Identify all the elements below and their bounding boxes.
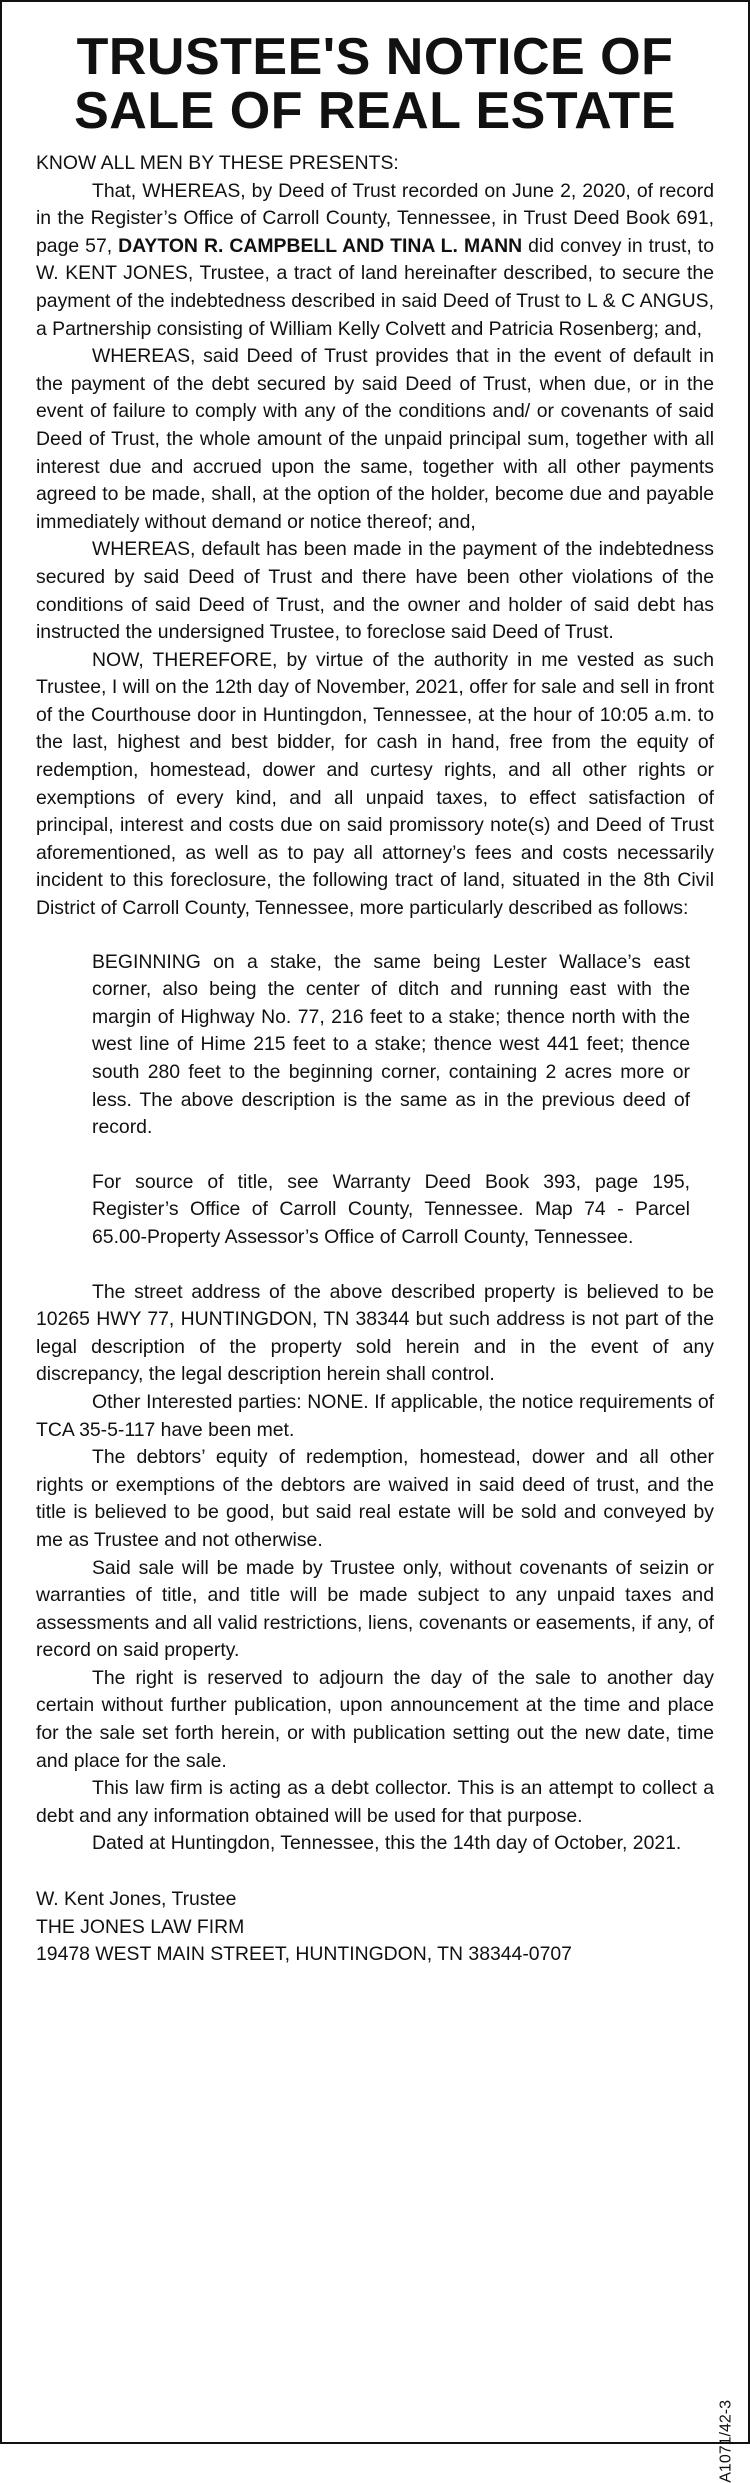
firm-address: 19478 WEST MAIN STREET, HUNTINGDON, TN 38344-0707 — [36, 1943, 572, 1966]
grantor-names: DAYTON R. CAMPBELL AND TINA L. MANN — [118, 234, 523, 257]
paragraph-equity-waived: The debtors’ equity of redemption, homestead, dower and all other rights or exemptions of the debtors are waived in said deed of trust, and the title is believed to be good, but said real estate will be sold and conveyed by me as Trustee and not otherwise. — [36, 1446, 714, 1551]
signature-block — [36, 1886, 714, 1969]
title-line-1: TRUSTEE'S NOTICE OF — [76, 28, 674, 86]
paragraph-interested-parties: Other Interested parties: NONE. If applicable, the notice requirements of TCA 35-5-117 have been met. — [36, 1390, 714, 1441]
firm-name: THE JONES LAW FIRM — [36, 1915, 245, 1938]
p1-text-b: did convey in trust, to W. KENT JONES, Trustee, a tract of land hereinafter described, to secure the payment of the indebtedness described in said Deed of Trust to L & C ANGUS, a Partnership consisting of William Kelly Colvett and Patricia Rosenberg; and, — [36, 234, 714, 340]
legal-description-metes: BEGINNING on a stake, the same being Lester Wallace’s east corner, also being the center of ditch and running east with the margin of Highway No. 77, 216 feet to a stake; thence north with the west line of Hime 215 feet to a stake; thence west 441 feet; thence south 280 feet to the beginning corner, containing 2 acres more or less. The above description is the same as in the previous deed of record. — [92, 950, 690, 1139]
notice-title — [36, 30, 714, 138]
paragraph-street-address: The street address of the above described property is believed to be 10265 HWY 77, HUNTINGDON, TN 38344 but such address is not part of the legal description of the property sold herein and in the event of any discrepancy, the legal description herein shall control. — [36, 1280, 714, 1386]
paragraph-sale-by-trustee: Said sale will be made by Trustee only, without covenants of seizin or warranties of title, and title will be made subject to any unpaid taxes and assessments and all valid restrictions, liens, covenants or easements, if any, of record on said property. — [36, 1556, 714, 1662]
trustee-name: W. Kent Jones, Trustee — [36, 1888, 237, 1911]
paragraph-deed-of-trust — [36, 178, 714, 344]
paragraph-default-provision: WHEREAS, said Deed of Trust provides that in the event of default in the payment of the debt secured by said Deed of Trust, when due, or in the event of failure to comply with any of the conditions and/ or covenants of said Deed of Trust, the whole amount of the unpaid principal sum, together with all interest due and accrued upon the same, together with all other payments agreed to be made, shall, at the option of the holder, become due and payable immediately without demand or notice thereof; and, — [36, 345, 714, 533]
ad-code: A1071/42-3 — [718, 2400, 735, 2483]
paragraph-default-made: WHEREAS, default has been made in the payment of the indebtedness secured by said Deed of Trust and there have been other violations of the conditions of said Deed of Trust, and the owner and holder of said debt has instructed the undersigned Trustee, to foreclose said Deed of Trust. — [36, 538, 714, 644]
title-line-2: SALE OF REAL ESTATE — [74, 82, 676, 140]
opening-line: KNOW ALL MEN BY THESE PRESENTS: — [36, 152, 399, 174]
notice-body — [36, 150, 714, 1969]
legal-description — [92, 949, 690, 1252]
legal-description-source: For source of title, see Warranty Deed Book 393, page 195, Register’s Office of Carroll County, Tennessee. Map 74 - Parcel 65.00-Property Assessor’s Office of Carroll County, Tennessee. — [92, 1170, 690, 1248]
p1-text-a: That, WHEREAS, by Deed of Trust recorded on June 2, 2020, of record in the Register’s Office of Carroll County, Tennessee, in Trust Deed Book 691, page 57, — [36, 179, 714, 257]
paragraph-dated: Dated at Huntingdon, Tennessee, this the 14th day of October, 2021. — [92, 1832, 682, 1855]
paragraph-debt-collector: This law firm is acting as a debt collector. This is an attempt to collect a debt and any information obtained will be used for that purpose. — [36, 1777, 714, 1827]
paragraph-adjourn-right: The right is reserved to adjourn the day of the sale to another day certain without further publication, upon announcement at the time and place for the sale set forth herein, or with publication setting out the new date, time and place for the sale. — [36, 1666, 714, 1772]
paragraph-sale-terms: NOW, THEREFORE, by virtue of the authority in me vested as such Trustee, I will on the 12th day of November, 2021, offer for sale and sell in front of the Courthouse door in Huntingdon, Tennessee, at the hour of 10:05 a.m. to the last, highest and best bidder, for cash in hand, free from the equity of redemption, homestead, dower and curtesy rights, and all other rights or exemptions of every kind, and all unpaid taxes, to effect satisfaction of principal, interest and costs due on said promissory note(s) and Deed of Trust aforementioned, as well as to pay all attorney’s fees and costs necessarily incident to this foreclosure, the following tract of land, situated in the 8th Civil District of Carroll County, Tennessee, more particularly described as follows: — [36, 648, 714, 920]
